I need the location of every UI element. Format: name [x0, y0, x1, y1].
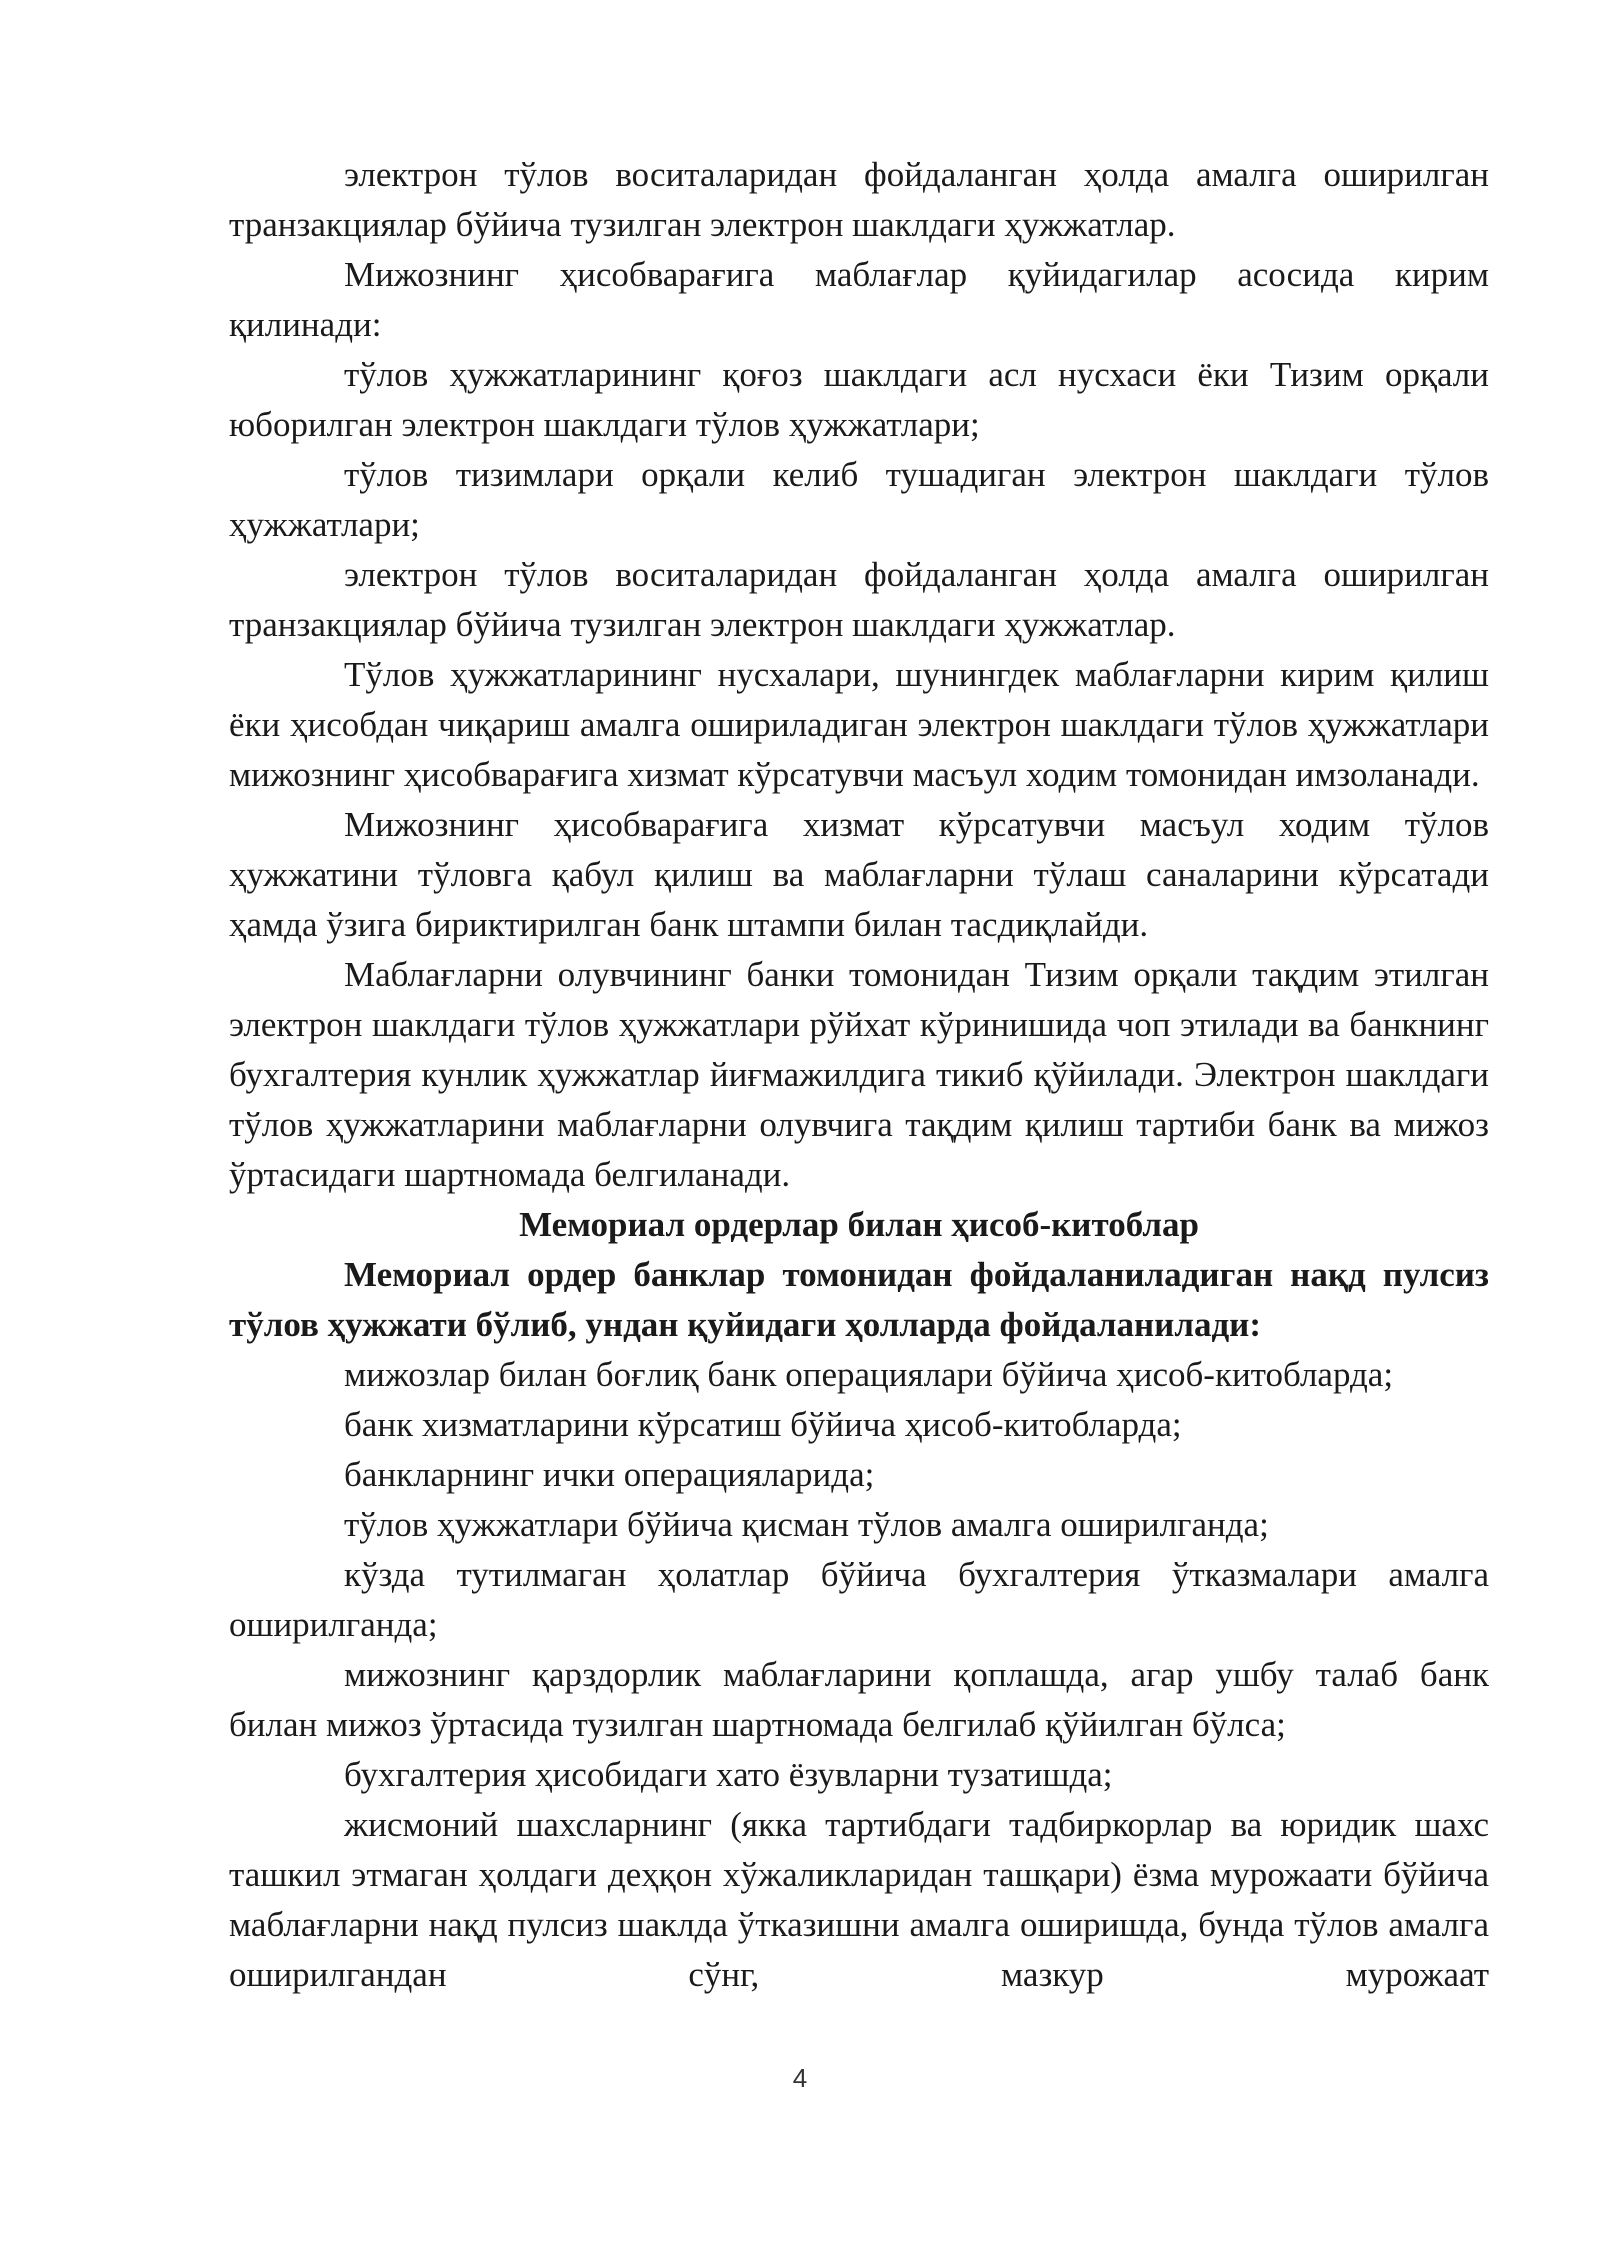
section-heading: Мемориал ордерлар билан ҳисоб-китоблар: [519, 1205, 1199, 1244]
paragraph: Маблағларни олувчининг банки томонидан Тизим орқали тақдим этилган электрон шаклдаги тўлов ҳужжатлари рўйхат кўринишида чоп этилади ва банкнинг бухгалтерия кунлик ҳужжатлар йиғмажилдига тикиб қўйилади. Электрон шаклдаги тўлов ҳужжатларини маблағларни олувчига тақдим қилиш тартиби банк ва мижоз ўртасидаги шартномада белгиланади.: [229, 955, 1489, 1194]
bold-paragraph: Мемориал ордер банклар томонидан фойдаланиладиган нақд пулсиз тўлов ҳужжати бўлиб, ундан қуйидаги ҳолларда фойдаланилади:: [229, 1255, 1489, 1344]
paragraph: тўлов ҳужжатларининг қоғоз шаклдаги асл нусхаси ёки Тизим орқали юборилган электрон шаклдаги тўлов ҳужжатлари;: [229, 355, 1489, 444]
document-page: [229, 150, 1489, 2000]
list-item: кўзда тутилмаган ҳолатлар бўйича бухгалтерия ўтказмалари амалга оширилганда;: [229, 1555, 1489, 1644]
paragraph: электрон тўлов воситаларидан фойдаланган ҳолда амалга оширилган транзакциялар бўйича тузилган электрон шаклдаги ҳужжатлар.: [229, 155, 1489, 244]
list-item: жисмоний шахсларнинг (якка тартибдаги тадбиркорлар ва юридик шахс ташкил этмаган ҳолдаги деҳқон хўжаликларидан ташқари) ёзма мурожаати бўйича маблағларни нақд пулсиз шаклда ўтказишни амалга оширишда, бунда тўлов амалга оширилгандан сўнг, мазкур мурожаат: [229, 1805, 1489, 1994]
list-item: банкларнинг ички операцияларида;: [344, 1455, 875, 1494]
list-item: мижозлар билан боғлиқ банк операциялари бўйича ҳисоб-китобларда;: [344, 1355, 1394, 1394]
paragraph: тўлов тизимлари орқали келиб тушадиган электрон шаклдаги тўлов ҳужжатлари;: [229, 455, 1489, 544]
paragraph: Тўлов ҳужжатларининг нусхалари, шунингдек маблағларни кирим қилиш ёки ҳисобдан чиқариш амалга ошириладиган электрон шаклдаги тўлов ҳужжатлари мижознинг ҳисобварағига хизмат кўрсатувчи масъул ходим томонидан имзоланади.: [229, 655, 1489, 794]
page-number: 4: [792, 2063, 808, 2093]
list-item: мижознинг қарздорлик маблағларини қоплашда, агар ушбу талаб банк билан мижоз ўртасида тузилган шартномада белгилаб қўйилган бўлса;: [229, 1655, 1489, 1744]
paragraph: Мижознинг ҳисобварағига хизмат кўрсатувчи масъул ходим тўлов ҳужжатини тўловга қабул қилиш ва маблағларни тўлаш саналарини кўрсатади ҳамда ўзига бириктирилган банк штампи билан тасдиқлайди.: [229, 805, 1489, 944]
paragraph: электрон тўлов воситаларидан фойдаланган ҳолда амалга оширилган транзакциялар бўйича тузилган электрон шаклдаги ҳужжатлар.: [229, 555, 1489, 644]
list-item: тўлов ҳужжатлари бўйича қисман тўлов амалга оширилганда;: [344, 1505, 1269, 1544]
paragraph: Мижознинг ҳисобварағига маблағлар қуйидагилар асосида кирим қилинади:: [229, 255, 1489, 344]
list-item: банк хизматларини кўрсатиш бўйича ҳисоб-китобларда;: [344, 1405, 1182, 1444]
list-item: бухгалтерия ҳисобидаги хато ёзувларни тузатишда;: [344, 1755, 1113, 1794]
